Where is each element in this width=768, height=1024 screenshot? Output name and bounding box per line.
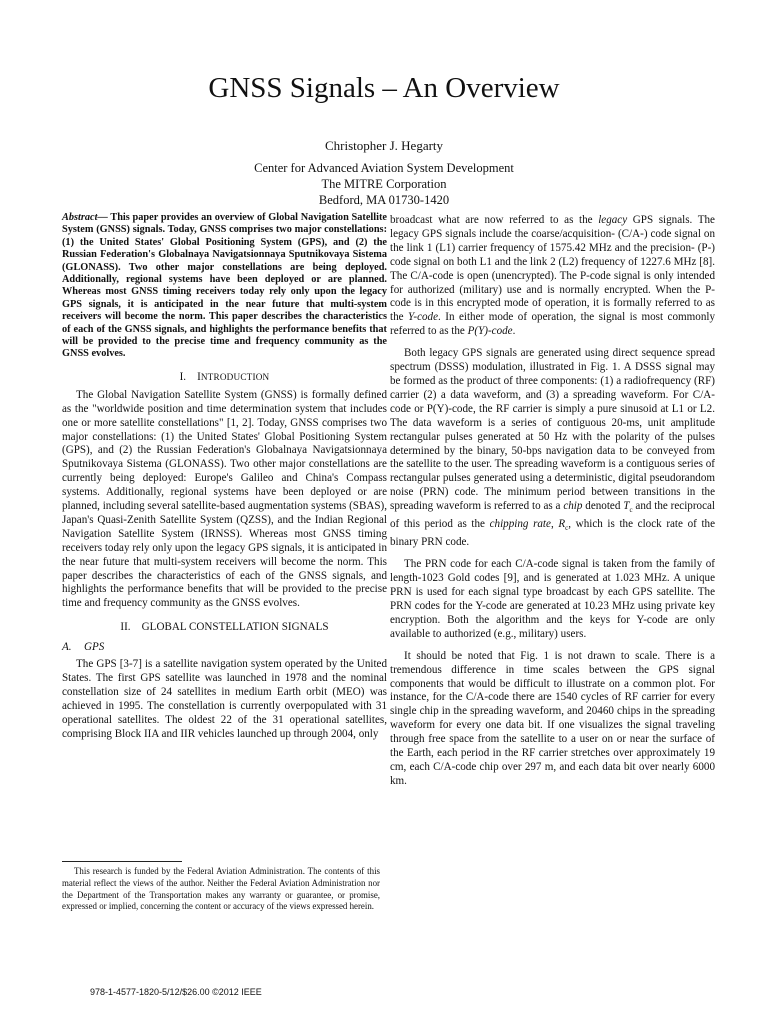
section-number: II. bbox=[120, 621, 131, 634]
abstract bbox=[62, 212, 387, 361]
section-title-rest: NTRODUCTION bbox=[200, 371, 270, 382]
footnote-text: This research is funded by the Federal Aviation Administration. The contents of this material reflect the views of the author. Neither the Federal Aviation Administration nor the Department of the Transportation makes any warranty or guarantee, or promise, expressed or implied, concerning the content or accuracy of the views expressed herein. bbox=[62, 866, 380, 912]
author-name: Christopher J. Hegarty bbox=[324, 138, 444, 153]
section-number: I. bbox=[179, 370, 187, 383]
italic-term: legacy bbox=[598, 214, 628, 226]
gps-paragraph: The GPS [3-7] is a satellite navigation system operated by the United States. The first GPS satellite was launched in 1978 and the nominal constellation size of 24 satellites in medium Earth orbit (MEO) was achieved in 1995. The constellation is currently overpopulated with 31 operational satellites. The oldest 22 of the 31 operational satellites, comprising Block IIA and IIR vehicles launched up through 2004, only bbox=[62, 658, 387, 740]
italic-term: Y-code bbox=[408, 311, 439, 324]
math-subscript: c bbox=[565, 524, 569, 533]
prn-code-paragraph: The PRN code for each C/A-code signal is taken from the family of length-1023 Gold codes [9], and is generated at 1.023 MHz. A unique PRN is used for each signal type broadcast by each GPS satellite. The PRN codes for the Y-code are generated at 10.23 MHz using private key encryption. Both the algorithm and the keys for Y-code are only available to authorized (e.g., military) users. bbox=[390, 558, 715, 640]
dsss-paragraph bbox=[390, 347, 715, 550]
author-affiliation-2: The MITRE Corporation bbox=[321, 177, 447, 191]
copyright-line: 978-1-4577-1820-5/12/$26.00 ©2012 IEEE bbox=[90, 987, 262, 997]
math-subscript: c bbox=[629, 506, 633, 515]
legacy-signals-paragraph bbox=[390, 214, 715, 339]
italic-term: chip bbox=[563, 500, 583, 513]
abstract-text: This paper provides an overview of Global Navigation Satellite System (GNSS) signals. Today, GNSS comprises two major constellations: (1) the United States' Global Positioning System (GPS), and (2) the Russian Federation's Globalnaya Navigatsionnaya Sputnikovaya Sistema (GLONASS). Two other major constellations are being deployed. Additionally, regional systems have been deployed or are planned. Whereas most GNSS timing receivers today rely only upon the legacy GPS signals, it is anticipated in the near future that multi-system receivers will become the norm. This paper describes the characteristics of each of the GNSS signals, and highlights the performance benefits that will be provided to the precise time and frequency community as the GNSS evolves. bbox=[62, 212, 387, 360]
footnote-divider bbox=[62, 861, 182, 862]
text-run: Both legacy GPS signals are generated using direct sequence spread spectrum (DSSS) modulation, illustrated in Fig. 1. A DSSS signal may be formed as the product of three components: (1) a radiofrequency (RF) carrier (2) a data waveform, and (3) a spreading waveform. For C/A-code or P(Y)-code, the RF carrier is simply a pure sinusoid at L1 or L2. The data waveform is a series of contiguous 20-ms, unit amplitude rectangular pulses generated at 50 Hz with the polarity of the pulses determined by the binary, 50-bps navigation data to be conveyed from the satellite to the user. The spreading waveform is a contiguous series of rectangular pulses generated using a deterministic, digital pseudorandom noise (PRN) code. The minimum period between transitions in the spreading waveform is referred to as a bbox=[390, 347, 715, 513]
text-run: GPS signals. The legacy GPS signals include the coarse/acquisition- (C/A-) code signal on the link 1 (L1) carrier frequency of 1575.42 MHz and the precision- (P-) code signal on both L1 and the link 2 (L2) frequency of 1227.6 MHz [8]. The C/A-code is open (unencrypted). The P-code signal is only intended for authorized (military) use and is normally encrypted. When the P-code is in this encrypted mode of operation, it is formally referred to as the bbox=[390, 214, 715, 324]
introduction-paragraph: The Global Navigation Satellite System (GNSS) is formally defined as the "worldwide position and time determination system that includes one or more satellite constellations" [1, 2]. Today, GNSS comprises two major constellations: (1) the United States' Global Positioning System (GPS), and (2) the Russian Federation's Globalnaya Navigatsionnaya Sputnikovaya Sistema (GLONASS). Two other major constellations are currently being deployed: Europe's Galileo and China's Compass systems. Additionally, regional systems have been deployed or are planned, including several satellite-based augmentation systems (SBAS), Japan's Quasi-Zenith Satellite System (QZSS), and the Indian Regional Navigation Satellite System (IRNSS). Whereas most GNSS timing receivers today rely only upon the legacy GPS signals, it is anticipated in the near future that multi-system receivers will become the norm. This paper describes the characteristics of each of the GNSS signals, and highlights the performance benefits that will be provided to the precise time and frequency community as the GNSS evolves. bbox=[62, 388, 387, 610]
author-affiliation-1: Center for Advanced Aviation System Development bbox=[254, 161, 514, 175]
text-run: . In either mode of operation, the signal is most commonly referred to as the bbox=[390, 311, 715, 338]
author-address: Bedford, MA 01730-1420 bbox=[318, 193, 450, 207]
text-run: , which is the clock rate of the binary PRN code. bbox=[390, 518, 716, 549]
subsection-title: GPS bbox=[84, 641, 105, 654]
italic-term: chipping rate bbox=[489, 518, 551, 531]
left-column bbox=[62, 212, 387, 742]
section-heading-introduction bbox=[62, 371, 387, 385]
math-symbol: T bbox=[623, 500, 630, 513]
text-run: broadcast what are now referred to as the bbox=[390, 214, 599, 226]
text-run: denoted bbox=[582, 500, 624, 513]
section-title: GLOBAL CONSTELLATION SIGNALS bbox=[141, 621, 329, 634]
text-run: and the reciprocal of this period as the bbox=[390, 500, 716, 531]
footnote bbox=[62, 866, 380, 913]
math-symbol: R bbox=[558, 518, 566, 531]
abstract-label: Abstract— bbox=[62, 212, 108, 223]
time-scales-paragraph: It should be noted that Fig. 1 is not drawn to scale. There is a tremendous difference in time scales between the GPS signal components that would be difficult to illustrate on a common plot. For instance, for the C/A-code there are 1540 cycles of RF carrier for every single chip in the spreading waveform, and 20460 chips in the spreading waveform for every one data bit. If one visualizes the signal traveling through free space from the satellite to a user on or near the surface of the Earth, each period in the RF carrier stretches over approximately 19 cm, each C/A-code chip over 297 m, and each data bit over nearly 6000 km. bbox=[390, 649, 715, 787]
text-run: , bbox=[550, 518, 559, 531]
author-block bbox=[0, 138, 768, 208]
right-column bbox=[390, 214, 715, 789]
section-heading-global-constellation bbox=[62, 621, 387, 635]
paper-title: GNSS Signals – An Overview bbox=[208, 72, 560, 104]
section-first-letter: I bbox=[197, 370, 201, 383]
text-run: . bbox=[512, 325, 516, 338]
italic-term: P(Y)-code bbox=[467, 325, 513, 338]
subsection-number: A. bbox=[62, 641, 72, 654]
subsection-heading-gps bbox=[62, 641, 387, 655]
